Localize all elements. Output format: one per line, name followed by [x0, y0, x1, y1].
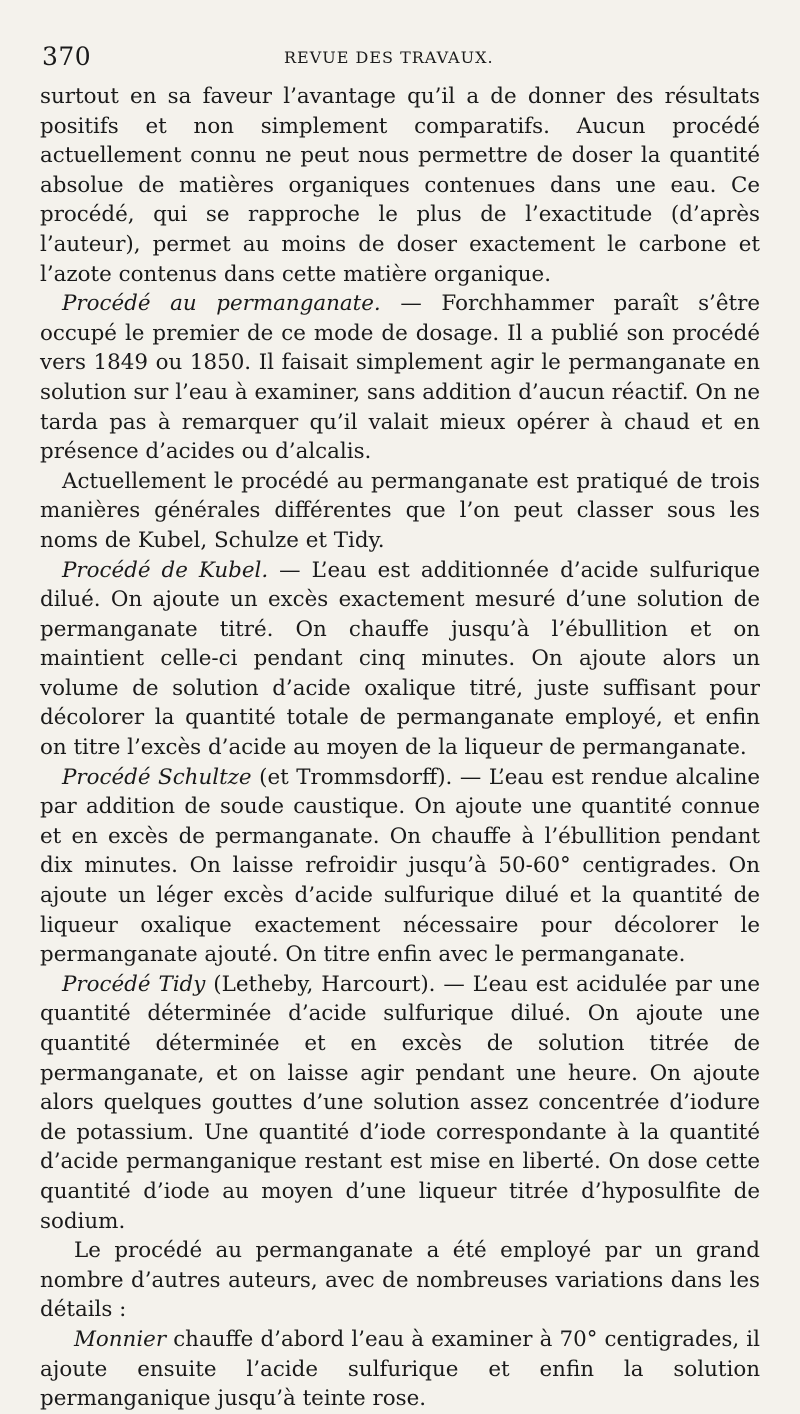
paragraph	[40, 1325, 760, 1414]
section-label: Procédé Tidy	[62, 971, 206, 997]
page-header	[40, 34, 760, 74]
paragraph-text: — Forchhammer paraît s’être occupé le premier de ce mode de dosage. Il a publié son procédé vers 1849 ou 1850. Il faisait simplement agir le permanganate en solution sur l’eau à examiner, sans addition d’aucun réactif. On ne tarda pas à remarquer qu’il valait mieux opérer à chaud et en présence d’acides ou d’alcalis.	[40, 291, 760, 465]
paragraph	[40, 763, 760, 970]
paragraph-text: (Letheby, Harcourt). — L’eau est acidulée par une quantité déterminée d’acide sulfurique dilué. On ajoute une quantité déterminée et en excès de solution titrée de permanganate, et on laisse agir pendant une heure. On ajoute alors quelques gouttes d’une solution assez concentrée d’iodure de potassium. Une quantité d’iode correspondante à la quantité d’acide permanganique restant est mise en liberté. On dose cette quantité d’iode au moyen d’une liqueur titrée d’hyposulfite de sodium.	[40, 971, 760, 1234]
paragraph	[40, 82, 760, 289]
paragraph	[40, 289, 760, 467]
section-label: Procédé Schultze	[62, 764, 252, 790]
section-label: Procédé au permanganate.	[62, 291, 381, 317]
paragraph-text: (et Trommsdorff). — L’eau est rendue alcaline par addition de soude caustique. On ajoute une quantité connue et en excès de permanganate. On chauffe à l’ébullition pendant dix minutes. On laisse refroidir jusqu’à 50-60° centigrades. On ajoute un léger excès d’acide sulfurique dilué et la quantité de liqueur oxalique exactement nécessaire pour décolorer le permanganate ajouté. On titre enfin avec le permanganate.	[40, 764, 760, 968]
paragraph	[40, 970, 760, 1236]
paragraph-text: Actuellement le procédé au permanganate est pratiqué de trois manières générales différentes que l’on peut classer sous les noms de Kubel, Schulze et Tidy.	[40, 468, 760, 553]
paragraph-text: — L’eau est additionnée d’acide sulfurique dilué. On ajoute un excès exactement mesuré d’une solution de permanganate titré. On chauffe jusqu’à l’ébullition et on maintient celle-ci pendant cinq minutes. On ajoute alors un volume de solution d’acide oxalique titré, juste suffisant pour décolorer la quantité totale de permanganate employé, et enfin on titre l’excès d’acide au moyen de la liqueur de permanganate.	[40, 557, 760, 761]
page-number: 370	[42, 42, 92, 71]
section-label: Procédé de Kubel.	[62, 557, 269, 583]
paragraph	[40, 556, 760, 763]
paragraph	[40, 467, 760, 556]
paragraph-text: chauffe d’abord l’eau à examiner à 70° centigrades, il ajoute ensuite l’acide sulfurique et enfin la solution permanganique jusqu’à teinte rose.	[40, 1326, 760, 1412]
section-label: Monnier	[74, 1326, 167, 1352]
paragraph-text: Le procédé au permanganate a été employé par un grand nombre d’autres auteurs, avec de nombreuses variations dans les détails :	[40, 1238, 760, 1323]
running-head: REVUE DES TRAVAUX.	[284, 48, 494, 67]
paragraph	[40, 1236, 760, 1325]
body-text	[40, 82, 760, 1414]
paragraph-text: surtout en sa faveur l’avantage qu’il a de donner des résultats positifs et non simplement comparatifs. Aucun procédé actuellement connu ne peut nous permettre de doser la quantité absolue de matières organiques contenues dans une eau. Ce procédé, qui se rapproche le plus de l’exactitude (d’après l’auteur), permet au moins de doser exactement le carbone et l’azote contenus dans cette matière organique.	[40, 84, 760, 287]
